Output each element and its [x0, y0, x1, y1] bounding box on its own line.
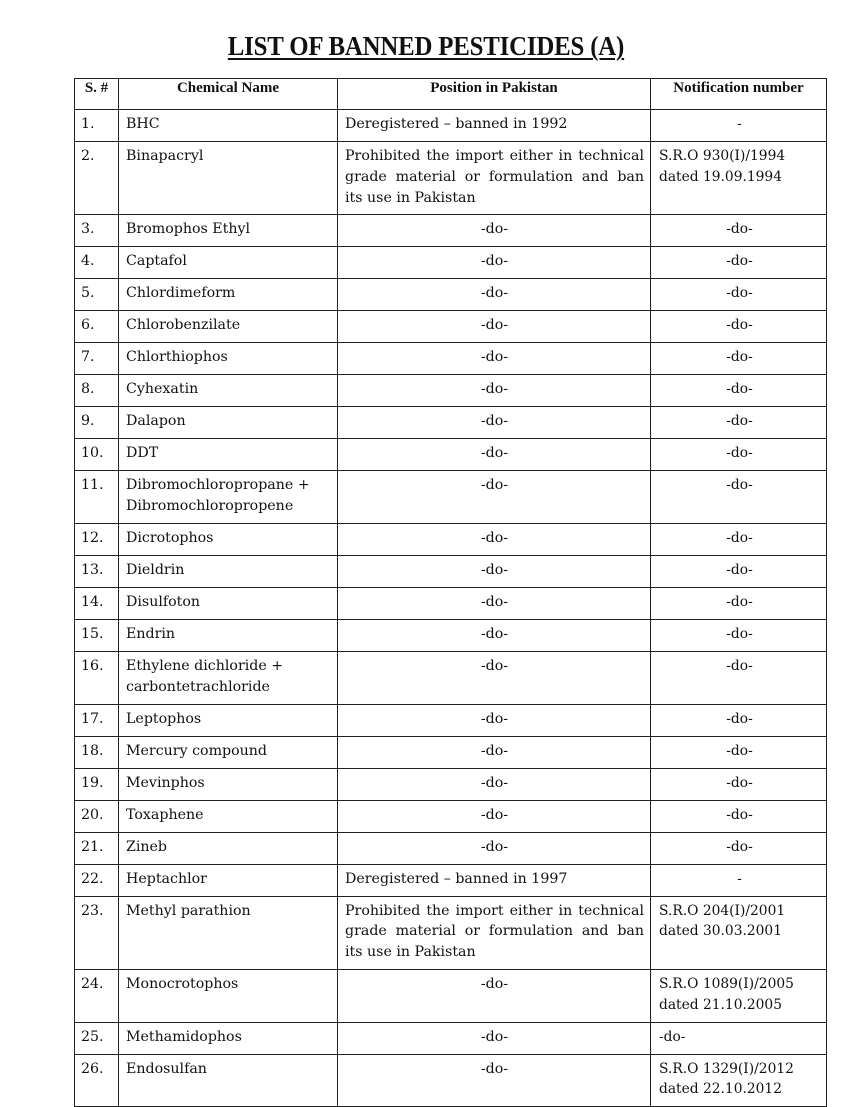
serial-number-cell: 24.	[75, 969, 119, 1022]
notification-cell: -do-	[651, 343, 827, 375]
notification-cell: S.R.O 204(I)/2001 dated 30.03.2001	[651, 896, 827, 969]
table-row	[75, 704, 827, 736]
header-position: Position in Pakistan	[338, 79, 651, 110]
notification-cell: -do-	[651, 279, 827, 311]
notification-cell: -	[651, 110, 827, 142]
chemical-name-cell: Ethylene dichloride + carbontetrachloride	[119, 651, 338, 704]
chemical-name-cell: Dibromochloropropane + Dibromochloropropene	[119, 471, 338, 524]
table-row	[75, 736, 827, 768]
position-cell: -do-	[338, 311, 651, 343]
position-cell: -do-	[338, 587, 651, 619]
notification-cell: -do-	[651, 555, 827, 587]
serial-number-cell: 14.	[75, 587, 119, 619]
chemical-name-cell: Bromophos Ethyl	[119, 215, 338, 247]
position-cell: Prohibited the import either in technical grade material or formulation and ban its use in Pakistan	[338, 896, 651, 969]
chemical-name-cell: Captafol	[119, 247, 338, 279]
position-cell: -do-	[338, 736, 651, 768]
table-body	[75, 110, 827, 1107]
chemical-name-cell: Leptophos	[119, 704, 338, 736]
serial-number-cell: 4.	[75, 247, 119, 279]
notification-cell: S.R.O 1089(I)/2005 dated 21.10.2005	[651, 969, 827, 1022]
serial-number-cell: 1.	[75, 110, 119, 142]
serial-number-cell: 19.	[75, 768, 119, 800]
serial-number-cell: 26.	[75, 1054, 119, 1107]
notification-cell: -do-	[651, 407, 827, 439]
table-row	[75, 800, 827, 832]
chemical-name-cell: Methamidophos	[119, 1022, 338, 1054]
chemical-name-cell: Dalapon	[119, 407, 338, 439]
notification-cell: -	[651, 864, 827, 896]
serial-number-cell: 9.	[75, 407, 119, 439]
notification-cell: -do-	[651, 736, 827, 768]
serial-number-cell: 20.	[75, 800, 119, 832]
table-row	[75, 311, 827, 343]
serial-number-cell: 11.	[75, 471, 119, 524]
table-row	[75, 768, 827, 800]
table-row	[75, 523, 827, 555]
table-header	[75, 79, 827, 110]
chemical-name-cell: Mercury compound	[119, 736, 338, 768]
notification-cell: -do-	[651, 247, 827, 279]
serial-number-cell: 10.	[75, 439, 119, 471]
position-cell: -do-	[338, 439, 651, 471]
chemical-name-cell: Endrin	[119, 619, 338, 651]
notification-cell: -do-	[651, 619, 827, 651]
table-row	[75, 1054, 827, 1107]
position-cell: -do-	[338, 1054, 651, 1107]
serial-number-cell: 16.	[75, 651, 119, 704]
notification-cell: -do-	[651, 375, 827, 407]
position-cell: -do-	[338, 969, 651, 1022]
position-cell: -do-	[338, 375, 651, 407]
position-cell: -do-	[338, 1022, 651, 1054]
position-cell: -do-	[338, 523, 651, 555]
chemical-name-cell: Disulfoton	[119, 587, 338, 619]
table-row	[75, 142, 827, 215]
banned-pesticides-table	[74, 78, 827, 1107]
serial-number-cell: 2.	[75, 142, 119, 215]
position-cell: -do-	[338, 555, 651, 587]
notification-cell: -do-	[651, 587, 827, 619]
notification-cell: S.R.O 930(I)/1994 dated 19.09.1994	[651, 142, 827, 215]
serial-number-cell: 17.	[75, 704, 119, 736]
position-cell: Deregistered – banned in 1992	[338, 110, 651, 142]
notification-cell: -do-	[651, 523, 827, 555]
chemical-name-cell: Endosulfan	[119, 1054, 338, 1107]
table-row	[75, 471, 827, 524]
chemical-name-cell: Heptachlor	[119, 864, 338, 896]
serial-number-cell: 12.	[75, 523, 119, 555]
page-title: LIST OF BANNED PESTICIDES (A)	[227, 31, 625, 61]
chemical-name-cell: Zineb	[119, 832, 338, 864]
chemical-name-cell: Dieldrin	[119, 555, 338, 587]
position-cell: -do-	[338, 768, 651, 800]
chemical-name-cell: Cyhexatin	[119, 375, 338, 407]
serial-number-cell: 8.	[75, 375, 119, 407]
table-row	[75, 1022, 827, 1054]
notification-cell: -do-	[651, 471, 827, 524]
table-row	[75, 343, 827, 375]
serial-number-cell: 13.	[75, 555, 119, 587]
position-cell: -do-	[338, 704, 651, 736]
table-row	[75, 896, 827, 969]
chemical-name-cell: Chlorobenzilate	[119, 311, 338, 343]
table-row	[75, 247, 827, 279]
notification-cell: -do-	[651, 215, 827, 247]
table-row	[75, 864, 827, 896]
notification-cell: -do-	[651, 1022, 827, 1054]
chemical-name-cell: Mevinphos	[119, 768, 338, 800]
header-chemical-name: Chemical Name	[119, 79, 338, 110]
table-row	[75, 587, 827, 619]
chemical-name-cell: Binapacryl	[119, 142, 338, 215]
serial-number-cell: 21.	[75, 832, 119, 864]
header-serial-number: S. #	[75, 79, 119, 110]
notification-cell: -do-	[651, 651, 827, 704]
table-row	[75, 407, 827, 439]
serial-number-cell: 7.	[75, 343, 119, 375]
serial-number-cell: 15.	[75, 619, 119, 651]
table-row	[75, 969, 827, 1022]
serial-number-cell: 18.	[75, 736, 119, 768]
serial-number-cell: 5.	[75, 279, 119, 311]
table-row	[75, 279, 827, 311]
table-row	[75, 215, 827, 247]
position-cell: -do-	[338, 247, 651, 279]
position-cell: -do-	[338, 832, 651, 864]
chemical-name-cell: DDT	[119, 439, 338, 471]
table-row	[75, 555, 827, 587]
notification-cell: -do-	[651, 832, 827, 864]
serial-number-cell: 3.	[75, 215, 119, 247]
position-cell: -do-	[338, 343, 651, 375]
chemical-name-cell: Methyl parathion	[119, 896, 338, 969]
table-row	[75, 651, 827, 704]
position-cell: -do-	[338, 651, 651, 704]
position-cell: -do-	[338, 471, 651, 524]
table-row	[75, 832, 827, 864]
chemical-name-cell: Toxaphene	[119, 800, 338, 832]
position-cell: -do-	[338, 619, 651, 651]
table-row	[75, 619, 827, 651]
serial-number-cell: 23.	[75, 896, 119, 969]
serial-number-cell: 25.	[75, 1022, 119, 1054]
notification-cell: -do-	[651, 800, 827, 832]
table-row	[75, 375, 827, 407]
chemical-name-cell: Monocrotophos	[119, 969, 338, 1022]
notification-cell: -do-	[651, 439, 827, 471]
chemical-name-cell: BHC	[119, 110, 338, 142]
position-cell: -do-	[338, 215, 651, 247]
position-cell: -do-	[338, 407, 651, 439]
header-notification-number: Notification number	[651, 79, 827, 110]
position-cell: -do-	[338, 800, 651, 832]
notification-cell: -do-	[651, 704, 827, 736]
chemical-name-cell: Chlordimeform	[119, 279, 338, 311]
table-row	[75, 439, 827, 471]
table-row	[75, 110, 827, 142]
chemical-name-cell: Dicrotophos	[119, 523, 338, 555]
position-cell: Prohibited the import either in technical grade material or formulation and ban its use in Pakistan	[338, 142, 651, 215]
notification-cell: -do-	[651, 768, 827, 800]
serial-number-cell: 6.	[75, 311, 119, 343]
position-cell: Deregistered – banned in 1997	[338, 864, 651, 896]
chemical-name-cell: Chlorthiophos	[119, 343, 338, 375]
position-cell: -do-	[338, 279, 651, 311]
notification-cell: -do-	[651, 311, 827, 343]
notification-cell: S.R.O 1329(I)/2012 dated 22.10.2012	[651, 1054, 827, 1107]
serial-number-cell: 22.	[75, 864, 119, 896]
